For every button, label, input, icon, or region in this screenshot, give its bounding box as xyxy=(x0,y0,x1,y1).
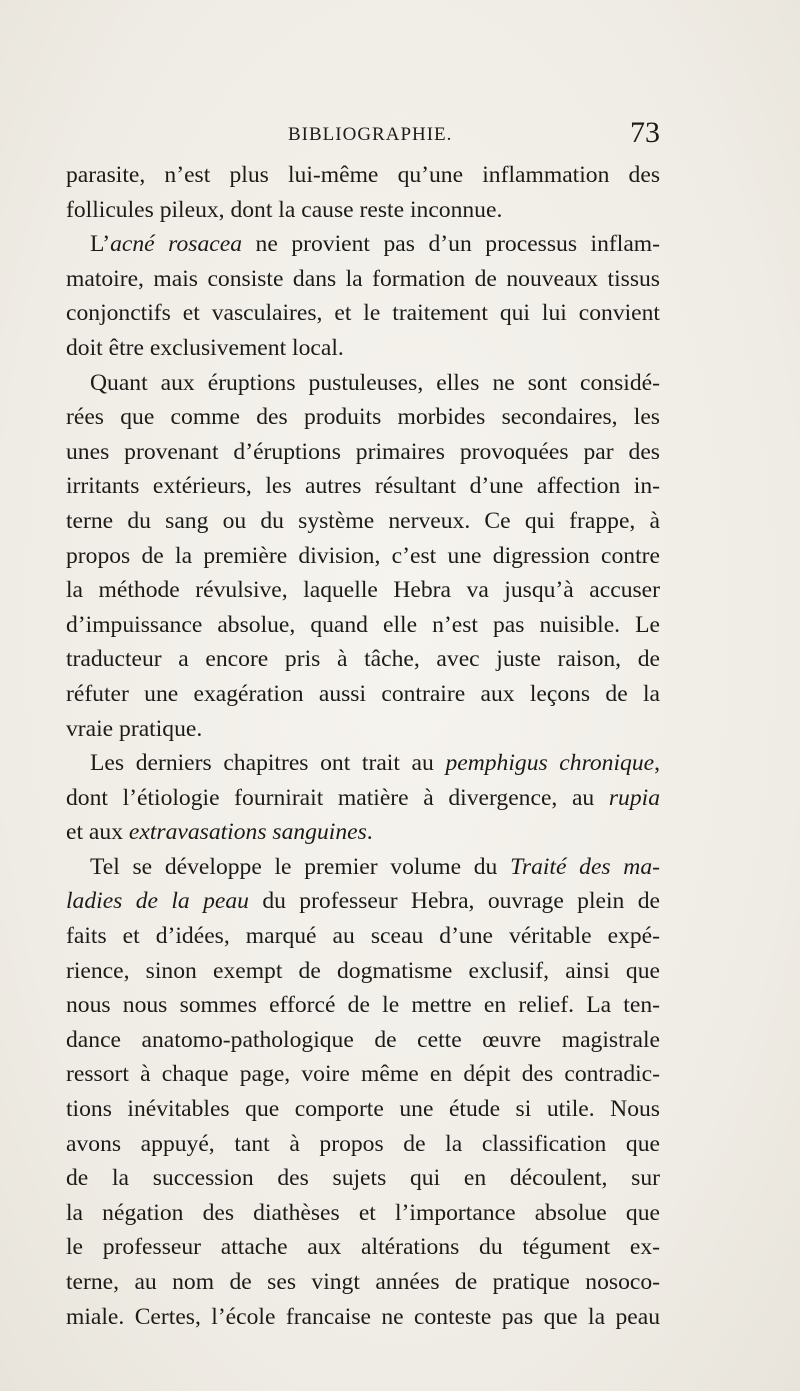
paragraph xyxy=(66,227,660,365)
text-run: miale. Certes, l’école francaise ne conteste pas que la peau xyxy=(66,1303,660,1330)
text-run: , xyxy=(654,750,661,777)
text-line xyxy=(66,919,660,954)
text-run: Quant aux éruptions pustuleuses, elles ne sont considé- xyxy=(90,369,660,396)
text-run: conjonctifs et vasculaires, et le traitement qui lui convient xyxy=(66,300,660,327)
paragraph xyxy=(66,850,660,1334)
text-run: terne, au nom de ses vingt années de pratique nosoco- xyxy=(66,1269,660,1295)
text-line xyxy=(66,712,660,747)
text-run: irritants extérieurs, les autres résultant d’une affection in- xyxy=(66,473,660,500)
running-title: BIBLIOGRAPHIE. xyxy=(288,124,453,145)
text-line xyxy=(66,850,660,885)
italic-text: Traité des ma- xyxy=(510,853,660,880)
text-line xyxy=(66,573,660,608)
paragraph xyxy=(66,158,660,227)
text-line xyxy=(66,1265,660,1300)
italic-text: pemphigus chronique xyxy=(445,750,655,777)
text-line xyxy=(66,296,660,331)
text-line xyxy=(66,435,660,470)
text-run: dance anatomo-pathologique de cette œuvre magistrale xyxy=(66,1026,660,1053)
text-run: ne provient pas d’un processus inflam- xyxy=(242,231,660,258)
text-run: avons appuyé, tant à propos de la classification que xyxy=(66,1130,660,1157)
text-line xyxy=(66,366,660,401)
text-run: la méthode révulsive, laquelle Hebra va jusqu’à accuser xyxy=(66,577,660,604)
text-run: doit être exclusivement local. xyxy=(66,334,344,361)
text-run: matoire, mais consiste dans la formation de nouveaux tissus xyxy=(66,265,660,292)
text-run: . xyxy=(366,819,373,846)
text-line xyxy=(66,1057,660,1092)
text-run: terne du sang ou du système nerveux. Ce qui frappe, à xyxy=(66,507,660,534)
text-run: réfuter une exagération aussi contraire aux leçons de la xyxy=(66,680,660,707)
text-line xyxy=(66,262,660,297)
text-run: de la succession des sujets qui en découlent, sur xyxy=(66,1165,660,1192)
text-line xyxy=(66,954,660,989)
text-line xyxy=(66,1092,660,1127)
text-run: dont l’étiologie fournirait matière à divergence, au xyxy=(66,784,609,811)
text-run: unes provenant d’éruptions primaires provoquées par des xyxy=(66,438,660,465)
text-run: rées que comme des produits morbides secondaires, les xyxy=(66,404,660,431)
text-line xyxy=(66,331,660,366)
text-line xyxy=(66,608,660,643)
text-line xyxy=(66,781,660,816)
text-line xyxy=(66,884,660,919)
text-line xyxy=(66,815,660,850)
italic-text: ladies de la peau xyxy=(66,888,249,915)
text-run: d’impuissance absolue, quand elle n’est pas nuisible. Le xyxy=(66,611,660,638)
text-run: et aux xyxy=(66,819,129,846)
text-line xyxy=(66,193,660,228)
text-line xyxy=(66,539,660,574)
text-line xyxy=(66,1230,660,1265)
text-line xyxy=(66,504,660,539)
text-run: nous nous sommes efforcé de le mettre en relief. La ten- xyxy=(66,992,660,1019)
text-line xyxy=(66,400,660,435)
text-line xyxy=(66,227,660,262)
paragraph xyxy=(66,366,660,747)
text-run: la négation des diathèses et l’importance absolue que xyxy=(66,1199,660,1226)
text-run: propos de la première division, c’est une digression contre xyxy=(66,542,660,569)
text-run: faits et d’idées, marqué au sceau d’une véritable expé- xyxy=(66,923,660,950)
page-header xyxy=(66,116,660,156)
text-line xyxy=(66,1300,660,1335)
page-number: 73 xyxy=(630,116,660,149)
text-line xyxy=(66,1127,660,1162)
text-line xyxy=(66,988,660,1023)
text-line xyxy=(66,677,660,712)
text-run: tions inévitables que comporte une étude si utile. Nous xyxy=(66,1096,660,1123)
text-run: vraie pratique. xyxy=(66,715,203,742)
text-line xyxy=(66,642,660,677)
text-line xyxy=(66,1196,660,1231)
text-run: parasite, n’est plus lui-même qu’une inflammation des xyxy=(66,162,660,188)
italic-text: extravasations sanguines xyxy=(128,819,367,846)
text-line xyxy=(66,158,660,193)
text-run: du professeur Hebra, ouvrage plein de xyxy=(248,888,660,915)
text-run: follicules pileux, dont la cause reste inconnue. xyxy=(66,196,503,223)
text-run: Tel se développe le premier volume du xyxy=(90,853,511,880)
text-run: Les derniers chapitres ont trait au xyxy=(90,750,446,777)
text-line xyxy=(66,469,660,504)
text-run: L’ xyxy=(90,231,111,258)
text-run: rience, sinon exempt de dogmatisme exclusif, ainsi que xyxy=(66,957,660,984)
italic-text: acné rosacea xyxy=(110,231,243,258)
body-text xyxy=(66,158,660,1334)
italic-text: rupia xyxy=(608,784,660,811)
text-line xyxy=(66,746,660,781)
text-run: traducteur a encore pris à tâche, avec juste raison, de xyxy=(66,646,660,673)
text-run: ressort à chaque page, voire même en dépit des contradic- xyxy=(66,1061,660,1088)
text-line xyxy=(66,1161,660,1196)
paragraph xyxy=(66,746,660,850)
text-run: le professeur attache aux altérations du tégument ex- xyxy=(66,1234,660,1261)
text-line xyxy=(66,1023,660,1058)
